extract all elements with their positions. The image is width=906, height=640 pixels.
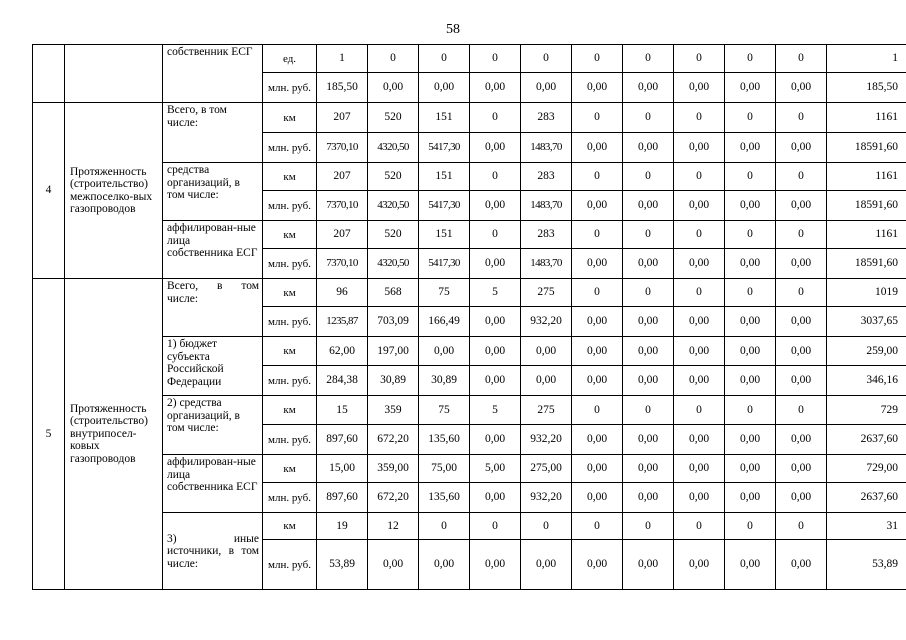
value-cell: 0,00 [674, 73, 725, 103]
value-cell: 0,00 [776, 483, 827, 513]
value-cell: 0,00 [776, 337, 827, 366]
unit-cell: млн. руб. [263, 191, 317, 221]
value-cell: 283 [521, 163, 572, 191]
funding-source-cell: Всего, в том числе: [163, 103, 263, 163]
value-cell: 0 [470, 513, 521, 540]
value-cell: 207 [317, 103, 368, 133]
value-cell: 5,00 [470, 455, 521, 483]
value-cell: 703,09 [368, 307, 419, 337]
total-cell: 185,50 [827, 73, 906, 103]
value-cell: 0 [776, 221, 827, 249]
value-cell: 0 [572, 221, 623, 249]
table-row [33, 513, 906, 540]
value-cell: 4320,50 [368, 133, 419, 163]
unit-cell: млн. руб. [263, 73, 317, 103]
value-cell: 0 [776, 163, 827, 191]
value-cell: 897,60 [317, 483, 368, 513]
total-cell: 1161 [827, 103, 906, 133]
unit-cell: км [263, 396, 317, 425]
value-cell: 0 [725, 513, 776, 540]
row-index-cell: 4 [33, 103, 65, 279]
value-cell: 4320,50 [368, 191, 419, 221]
table-row [33, 455, 906, 483]
value-cell: 0,00 [470, 73, 521, 103]
value-cell: 0,00 [470, 425, 521, 455]
unit-cell: млн. руб. [263, 425, 317, 455]
value-cell: 0 [521, 513, 572, 540]
value-cell: 0,00 [776, 191, 827, 221]
value-cell: 0,00 [419, 337, 470, 366]
value-cell: 0,00 [674, 425, 725, 455]
value-cell: 0,00 [725, 455, 776, 483]
indicator-name-cell: Протяженность (строительство) межпоселко-вых газопроводов [65, 103, 163, 279]
value-cell: 932,20 [521, 483, 572, 513]
value-cell: 0,00 [776, 133, 827, 163]
value-cell: 0,00 [623, 307, 674, 337]
value-cell: 5 [470, 396, 521, 425]
indicator-name-cell: Протяженность (строительство) внутрипосел-ковых газопроводов [65, 279, 163, 590]
value-cell: 0 [572, 279, 623, 307]
value-cell: 0,00 [623, 337, 674, 366]
value-cell: 0,00 [623, 73, 674, 103]
value-cell: 96 [317, 279, 368, 307]
funding-source-cell: 1) бюджет субъекта Российской Федерации [163, 337, 263, 396]
value-cell: 0,00 [776, 366, 827, 396]
value-cell: 0 [776, 45, 827, 73]
value-cell: 5417,30 [419, 133, 470, 163]
value-cell: 62,00 [317, 337, 368, 366]
value-cell: 0,00 [674, 540, 725, 590]
value-cell: 0,00 [419, 540, 470, 590]
value-cell: 0,00 [674, 133, 725, 163]
value-cell: 897,60 [317, 425, 368, 455]
value-cell: 0 [470, 163, 521, 191]
value-cell: 0,00 [470, 540, 521, 590]
unit-cell: км [263, 221, 317, 249]
value-cell: 197,00 [368, 337, 419, 366]
value-cell: 0,00 [368, 540, 419, 590]
value-cell: 0,00 [674, 307, 725, 337]
value-cell: 5417,30 [419, 191, 470, 221]
unit-cell: млн. руб. [263, 307, 317, 337]
total-cell: 2637,60 [827, 483, 906, 513]
value-cell: 0,00 [572, 483, 623, 513]
unit-cell: ед. [263, 45, 317, 73]
value-cell: 207 [317, 221, 368, 249]
value-cell: 0,00 [521, 337, 572, 366]
value-cell: 0 [674, 45, 725, 73]
value-cell: 0 [623, 221, 674, 249]
value-cell: 0,00 [776, 455, 827, 483]
value-cell: 0,00 [572, 540, 623, 590]
value-cell: 135,60 [419, 425, 470, 455]
value-cell: 0,00 [623, 483, 674, 513]
total-cell: 18591,60 [827, 249, 906, 279]
value-cell: 0,00 [623, 249, 674, 279]
value-cell: 135,60 [419, 483, 470, 513]
value-cell: 0,00 [470, 307, 521, 337]
value-cell: 0 [572, 513, 623, 540]
value-cell: 0 [572, 396, 623, 425]
total-cell: 1 [827, 45, 906, 73]
value-cell: 275 [521, 396, 572, 425]
value-cell: 0 [572, 103, 623, 133]
total-cell: 1161 [827, 221, 906, 249]
value-cell: 1235,87 [317, 307, 368, 337]
unit-cell: км [263, 279, 317, 307]
value-cell: 0,00 [572, 337, 623, 366]
value-cell: 0,00 [470, 191, 521, 221]
funding-source-cell: аффилирован-ные лица собственника ЕСГ [163, 221, 263, 279]
value-cell: 0 [776, 396, 827, 425]
value-cell: 0,00 [725, 249, 776, 279]
unit-cell: км [263, 163, 317, 191]
value-cell: 0 [623, 513, 674, 540]
value-cell: 75,00 [419, 455, 470, 483]
value-cell: 0 [674, 279, 725, 307]
value-cell: 0 [572, 45, 623, 73]
value-cell: 0 [725, 45, 776, 73]
value-cell: 185,50 [317, 73, 368, 103]
value-cell: 0,00 [419, 73, 470, 103]
value-cell: 19 [317, 513, 368, 540]
total-cell: 729 [827, 396, 906, 425]
total-cell: 259,00 [827, 337, 906, 366]
value-cell: 0 [368, 45, 419, 73]
value-cell: 0,00 [725, 540, 776, 590]
value-cell: 0,00 [521, 540, 572, 590]
value-cell: 0,00 [674, 249, 725, 279]
value-cell: 0 [725, 163, 776, 191]
unit-cell: км [263, 337, 317, 366]
value-cell: 520 [368, 221, 419, 249]
value-cell: 283 [521, 221, 572, 249]
total-cell: 2637,60 [827, 425, 906, 455]
value-cell: 0,00 [572, 307, 623, 337]
value-cell: 0 [470, 103, 521, 133]
value-cell: 0 [674, 396, 725, 425]
value-cell: 0 [674, 103, 725, 133]
value-cell: 1 [317, 45, 368, 73]
total-cell: 1161 [827, 163, 906, 191]
value-cell: 0,00 [776, 425, 827, 455]
funding-source-cell: собственник ЕСГ [163, 45, 263, 103]
value-cell: 0 [725, 103, 776, 133]
value-cell: 0 [470, 45, 521, 73]
value-cell: 0 [623, 163, 674, 191]
value-cell: 0,00 [521, 366, 572, 396]
value-cell: 0,00 [725, 191, 776, 221]
value-cell: 0,00 [623, 191, 674, 221]
value-cell: 0,00 [776, 307, 827, 337]
value-cell: 5417,30 [419, 249, 470, 279]
funding-source-cell: 2) средства организаций, в том числе: [163, 396, 263, 455]
unit-cell: км [263, 103, 317, 133]
value-cell: 0,00 [623, 455, 674, 483]
value-cell: 0,00 [521, 73, 572, 103]
row-index-cell: 5 [33, 279, 65, 590]
value-cell: 0,00 [572, 455, 623, 483]
value-cell: 0,00 [572, 191, 623, 221]
funding-source-cell: Всего, в том числе: [163, 279, 263, 337]
indicator-name-cell [65, 45, 163, 103]
value-cell: 0,00 [725, 337, 776, 366]
unit-cell: км [263, 455, 317, 483]
total-cell: 346,16 [827, 366, 906, 396]
value-cell: 275 [521, 279, 572, 307]
value-cell: 0,00 [470, 249, 521, 279]
table-row [33, 163, 906, 191]
value-cell: 12 [368, 513, 419, 540]
value-cell: 4320,50 [368, 249, 419, 279]
table-row [33, 103, 906, 133]
value-cell: 0,00 [572, 249, 623, 279]
value-cell: 672,20 [368, 425, 419, 455]
value-cell: 151 [419, 103, 470, 133]
table-row [33, 337, 906, 366]
value-cell: 0,00 [470, 337, 521, 366]
value-cell: 275,00 [521, 455, 572, 483]
value-cell: 0 [776, 279, 827, 307]
value-cell: 151 [419, 221, 470, 249]
value-cell: 166,49 [419, 307, 470, 337]
value-cell: 1483,70 [521, 249, 572, 279]
unit-cell: млн. руб. [263, 483, 317, 513]
value-cell: 0,00 [776, 73, 827, 103]
value-cell: 283 [521, 103, 572, 133]
table-row [33, 396, 906, 425]
value-cell: 7370,10 [317, 249, 368, 279]
value-cell: 0,00 [572, 366, 623, 396]
value-cell: 932,20 [521, 307, 572, 337]
value-cell: 0 [725, 396, 776, 425]
value-cell: 0,00 [572, 425, 623, 455]
unit-cell: млн. руб. [263, 540, 317, 590]
value-cell: 1483,70 [521, 191, 572, 221]
value-cell: 0,00 [674, 483, 725, 513]
value-cell: 0 [674, 513, 725, 540]
unit-cell: млн. руб. [263, 366, 317, 396]
total-cell: 1019 [827, 279, 906, 307]
value-cell: 0,00 [776, 540, 827, 590]
table-row [33, 221, 906, 249]
funding-source-cell: 3) иные источники, в том числе: [163, 513, 263, 590]
row-index-cell [33, 45, 65, 103]
data-table [32, 44, 906, 590]
total-cell: 31 [827, 513, 906, 540]
total-cell: 18591,60 [827, 191, 906, 221]
unit-cell: млн. руб. [263, 133, 317, 163]
value-cell: 0,00 [623, 366, 674, 396]
value-cell: 75 [419, 396, 470, 425]
value-cell: 30,89 [368, 366, 419, 396]
funding-source-cell: аффилирован-ные лица собственника ЕСГ [163, 455, 263, 513]
value-cell: 359 [368, 396, 419, 425]
total-cell: 729,00 [827, 455, 906, 483]
table-row [33, 279, 906, 307]
value-cell: 15 [317, 396, 368, 425]
value-cell: 520 [368, 163, 419, 191]
value-cell: 284,38 [317, 366, 368, 396]
value-cell: 0,00 [572, 133, 623, 163]
page-number: 58 [446, 22, 460, 37]
value-cell: 0 [623, 396, 674, 425]
value-cell: 0,00 [725, 483, 776, 513]
value-cell: 0 [776, 513, 827, 540]
value-cell: 7370,10 [317, 133, 368, 163]
value-cell: 520 [368, 103, 419, 133]
value-cell: 0 [674, 163, 725, 191]
value-cell: 0,00 [368, 73, 419, 103]
value-cell: 15,00 [317, 455, 368, 483]
value-cell: 0 [623, 279, 674, 307]
value-cell: 0,00 [674, 191, 725, 221]
value-cell: 0 [419, 513, 470, 540]
value-cell: 75 [419, 279, 470, 307]
value-cell: 0 [623, 45, 674, 73]
value-cell: 1483,70 [521, 133, 572, 163]
value-cell: 0,00 [470, 366, 521, 396]
unit-cell: млн. руб. [263, 249, 317, 279]
value-cell: 0 [725, 221, 776, 249]
value-cell: 0,00 [725, 133, 776, 163]
total-cell: 18591,60 [827, 133, 906, 163]
value-cell: 0,00 [623, 133, 674, 163]
value-cell: 568 [368, 279, 419, 307]
value-cell: 0 [521, 45, 572, 73]
value-cell: 30,89 [419, 366, 470, 396]
value-cell: 151 [419, 163, 470, 191]
value-cell: 0 [572, 163, 623, 191]
value-cell: 359,00 [368, 455, 419, 483]
value-cell: 0,00 [725, 425, 776, 455]
funding-source-cell: средства организаций, в том числе: [163, 163, 263, 221]
value-cell: 53,89 [317, 540, 368, 590]
value-cell: 0,00 [572, 73, 623, 103]
value-cell: 0 [419, 45, 470, 73]
value-cell: 0,00 [470, 483, 521, 513]
value-cell: 0 [674, 221, 725, 249]
value-cell: 672,20 [368, 483, 419, 513]
total-cell: 53,89 [827, 540, 906, 590]
value-cell: 0,00 [776, 249, 827, 279]
value-cell: 0,00 [674, 366, 725, 396]
unit-cell: км [263, 513, 317, 540]
value-cell: 0,00 [725, 307, 776, 337]
value-cell: 932,20 [521, 425, 572, 455]
value-cell: 207 [317, 163, 368, 191]
value-cell: 0 [623, 103, 674, 133]
value-cell: 0,00 [623, 425, 674, 455]
value-cell: 0 [470, 221, 521, 249]
value-cell: 7370,10 [317, 191, 368, 221]
value-cell: 5 [470, 279, 521, 307]
value-cell: 0,00 [674, 455, 725, 483]
value-cell: 0 [725, 279, 776, 307]
total-cell: 3037,65 [827, 307, 906, 337]
value-cell: 0 [776, 103, 827, 133]
value-cell: 0,00 [623, 540, 674, 590]
value-cell: 0,00 [674, 337, 725, 366]
value-cell: 0,00 [725, 366, 776, 396]
table-row [33, 45, 906, 73]
value-cell: 0,00 [725, 73, 776, 103]
value-cell: 0,00 [470, 133, 521, 163]
